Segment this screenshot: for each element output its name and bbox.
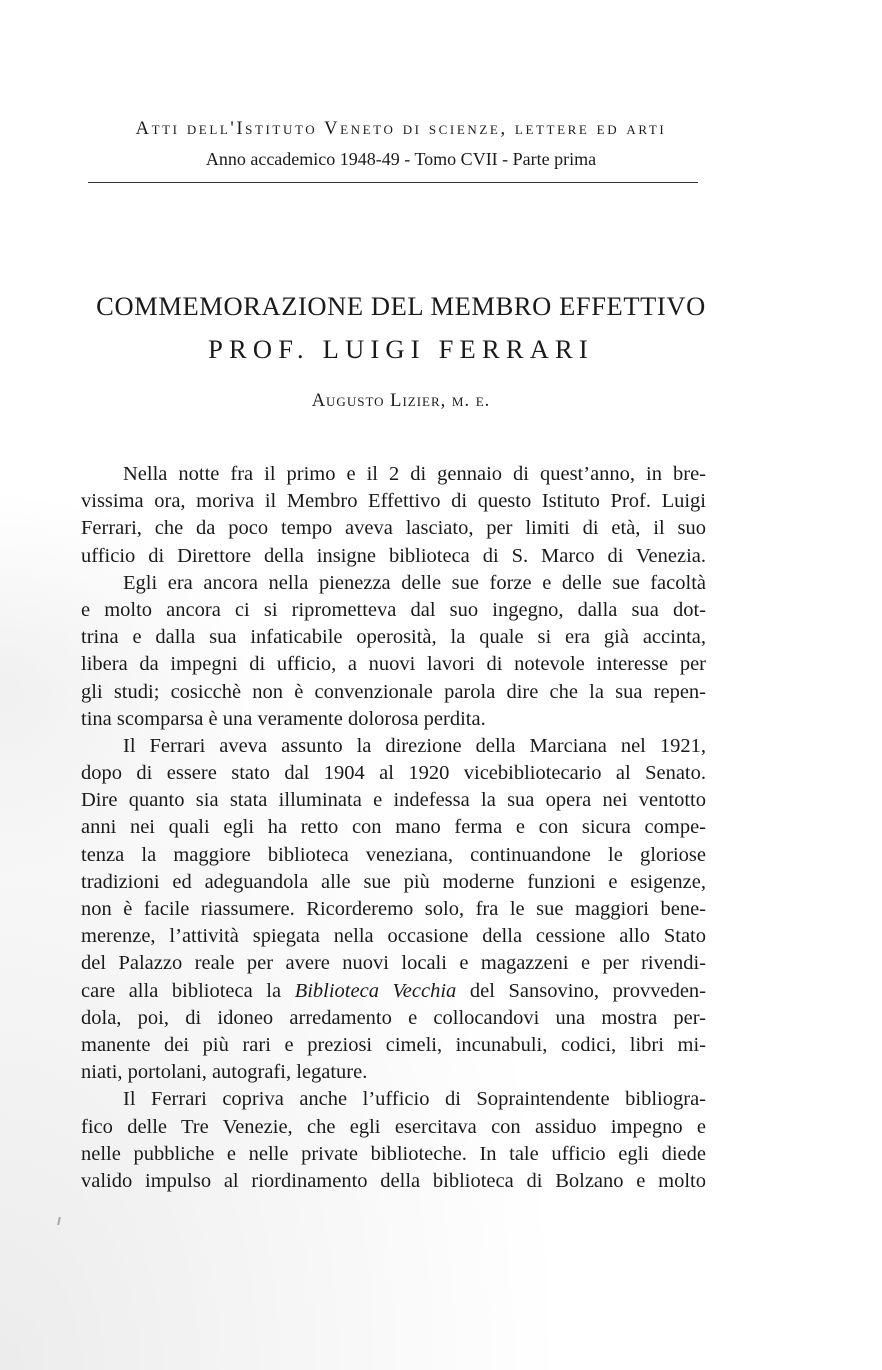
italic-title-biblioteca-vecchia: Biblioteca Vecchia bbox=[294, 979, 457, 1002]
header-rule bbox=[88, 182, 698, 183]
body-line: valido impulso al riordinamento della biblioteca di Bolzano e molto bbox=[81, 1169, 706, 1192]
body-line: non è facile riassumere. Ricorderemo solo, fra le sue maggiori bene- bbox=[81, 898, 706, 920]
body-line: dopo di essere stato dal 1904 al 1920 vicebibliotecario al Senato. bbox=[81, 762, 706, 785]
body-line: tina scomparsa è una veramente dolorosa perdita. bbox=[81, 707, 486, 730]
body-line: niati, portolani, autografi, legature. bbox=[81, 1061, 368, 1084]
issue-info: Anno accademico 1948-49 - Tomo CVII - Parte prima bbox=[205, 149, 597, 169]
body-line: del Palazzo reale per avere nuovi locali e magazzeni e per rivendi- bbox=[81, 952, 706, 975]
article-title-line-1: COMMEMORAZIONE DEL MEMBRO EFFETTIVO bbox=[96, 291, 706, 321]
body-line: ufficio di Direttore della insigne biblioteca di S. Marco di Venezia. bbox=[81, 544, 706, 567]
body-line-with-italic bbox=[81, 978, 706, 1005]
body-line: vissima ora, moriva il Membro Effettivo di questo Istituto Prof. Luigi bbox=[81, 490, 706, 513]
body-line: anni nei quali egli ha retto con mano ferma e con sicura compe- bbox=[81, 816, 706, 839]
body-text: care alla biblioteca la bbox=[81, 979, 295, 1002]
journal-title: Atti dell'Istituto Veneto di scienze, lettere ed arti bbox=[135, 119, 667, 139]
body-line: merenze, l’attività spiegata nella occasione della cessione allo Stato bbox=[81, 925, 706, 948]
body-line: tradizioni ed adeguandola alle sue più moderne funzioni e esigenze, bbox=[81, 870, 706, 893]
body-line: Ferrari, che da poco tempo aveva lasciato, per limiti di età, il suo bbox=[81, 517, 706, 540]
body-line: fico delle Tre Venezie, che egli esercitava con assiduo impegno e bbox=[81, 1115, 706, 1138]
body-line: tenza la maggiore biblioteca veneziana, continuandone le gloriose bbox=[81, 843, 706, 866]
body-line: trina e dalla sua infaticabile operosità, la quale si era già accinta, bbox=[81, 626, 706, 649]
body-line: e molto ancora ci si riprometteva dal suo ingegno, dalla sua dot- bbox=[81, 598, 706, 621]
body-line: manente dei più rari e preziosi cimeli, incunabuli, codici, libri mi- bbox=[81, 1033, 706, 1056]
body-text: del Sansovino, provveden- bbox=[456, 979, 706, 1002]
body-line: Egli era ancora nella pienezza delle sue forze e delle sue facoltà bbox=[123, 571, 706, 594]
article-author: Augusto Lizier, m. e. bbox=[311, 391, 491, 411]
article-title-line-2: PROF. LUIGI FERRARI bbox=[208, 334, 594, 364]
body-line: Nella notte fra il primo e il 2 di gennaio di quest’anno, in bre- bbox=[123, 463, 706, 485]
article-body bbox=[81, 461, 706, 1195]
body-line: Dire quanto sia stata illuminata e indefessa la sua opera nei ventotto bbox=[81, 789, 706, 812]
body-line: libera da impegni di ufficio, a nuovi lavori di notevole interesse per bbox=[81, 653, 706, 676]
body-line: nelle pubbliche e nelle private biblioteche. In tale ufficio egli diede bbox=[81, 1142, 706, 1165]
body-line: Il Ferrari aveva assunto la direzione della Marciana nel 1921, bbox=[123, 734, 706, 757]
body-line: Il Ferrari copriva anche l’ufficio di Sopraintendente bibliogra- bbox=[123, 1088, 706, 1111]
scan-speck bbox=[57, 1217, 61, 1225]
body-line: gli studi; cosicchè non è convenzionale parola dire che la sua repen- bbox=[81, 680, 706, 703]
body-line: dola, poi, di idoneo arredamento e collocandovi una mostra per- bbox=[81, 1006, 706, 1029]
